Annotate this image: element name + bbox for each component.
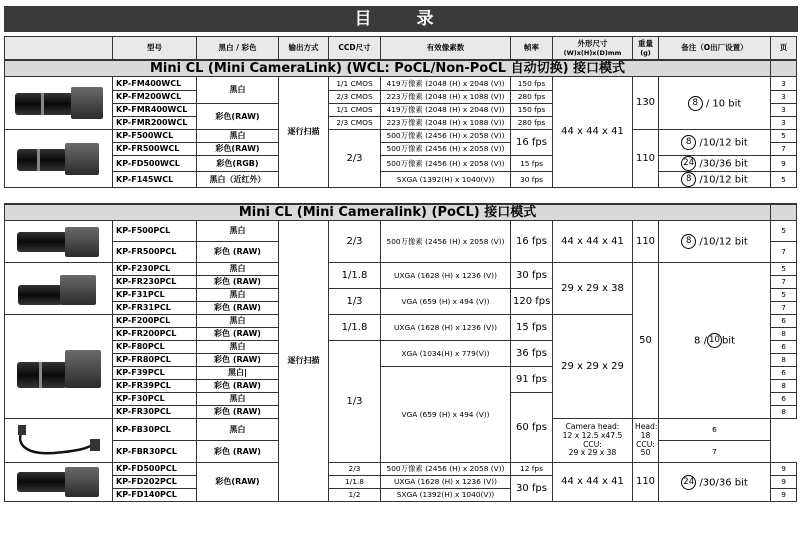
table-row: [5, 77, 797, 91]
table-header: [5, 37, 797, 61]
page-cell: 5: [771, 130, 797, 143]
header-ccd: CCD尺寸: [329, 37, 381, 61]
pixels-cell: SXGA (1392(H) x 1040(V)): [381, 489, 511, 502]
note-circle: 24: [681, 475, 696, 490]
color-cell: 彩色 (RAW): [197, 242, 279, 263]
notes-cell: [659, 263, 771, 419]
pixels-cell: 419万像素 (2048 (H) x 2048 (V)): [381, 104, 511, 117]
header-weight: [633, 37, 659, 61]
ccd-cell: 2/3: [329, 130, 381, 188]
page-cell: 7: [771, 242, 797, 263]
ccd-cell: 2/3 CMOS: [329, 117, 381, 130]
camera-image-f230: [5, 263, 113, 315]
section1-title-page: [771, 60, 797, 77]
note-pre: 8 /: [694, 335, 707, 347]
note-rest: / 10 bit: [705, 98, 742, 109]
fps-cell: 150 fps: [511, 77, 553, 91]
camera-icon: [11, 222, 107, 262]
page-cell: 8: [771, 380, 797, 393]
page-cell: 9: [771, 476, 797, 489]
notes-cell: [659, 221, 771, 263]
weight-line: Head:: [635, 422, 658, 432]
fps-cell: 15 fps: [511, 156, 553, 172]
page-cell: 3: [771, 117, 797, 130]
camera-image-f500pcl: [5, 221, 113, 263]
page-cell: 9: [771, 489, 797, 502]
weight-line: 18: [640, 430, 651, 440]
color-cell: 黑白|: [197, 367, 279, 380]
model-cell: KP-F145WCL: [113, 172, 197, 188]
fps-cell: 91 fps: [511, 367, 553, 393]
section2-title-page: [771, 204, 797, 221]
weight-cell: 110: [633, 221, 659, 263]
color-cell: 彩色 (RAW): [197, 441, 279, 463]
ccd-cell: 1/1 CMOS: [329, 77, 381, 91]
model-cell: KP-FR500PCL: [113, 242, 197, 263]
notes-cell: [659, 130, 771, 156]
dims-line: CCU:: [583, 439, 602, 449]
fps-cell: 280 fps: [511, 91, 553, 104]
color-cell: 彩色(RAW): [197, 104, 279, 130]
note-rest: /30/36 bit: [699, 477, 748, 488]
model-cell: KP-FMR400WCL: [113, 104, 197, 117]
weight-line: 50: [640, 448, 651, 458]
fps-cell: 120 fps: [511, 289, 553, 315]
pixels-cell: 500万像素 (2456 (H) x 2058 (V)): [381, 221, 511, 263]
camera-image-f200: [5, 315, 113, 419]
ccd-cell: 1/2: [329, 489, 381, 502]
section-title-row: [5, 204, 797, 221]
fps-cell: 36 fps: [511, 341, 553, 367]
ccd-cell: 1/1 CMOS: [329, 104, 381, 117]
model-cell: KP-FR31PCL: [113, 302, 197, 315]
model-cell: KP-FMR200WCL: [113, 117, 197, 130]
camera-icon: [11, 463, 107, 501]
fps-cell: 30 fps: [511, 476, 553, 502]
note-rest: /30/36 bit: [699, 158, 748, 170]
model-cell: KP-FM400WCL: [113, 77, 197, 91]
header-pixels: 有效像素数: [381, 37, 511, 61]
note-circle: 8: [688, 96, 703, 111]
fps-cell: 16 fps: [511, 221, 553, 263]
pixels-cell: 500万像素 (2456 (H) x 2058 (V)): [381, 156, 511, 172]
section2-title: Mini CL (Mini Cameralink) (PoCL) 接口模式: [5, 204, 771, 221]
color-cell: 彩色 (RAW): [197, 328, 279, 341]
page-title: 目 录: [4, 6, 798, 32]
header-image: [5, 37, 113, 61]
dims-cell: 29 x 29 x 38: [553, 263, 633, 315]
header-notes: 备注（O出厂设置）: [659, 37, 771, 61]
note-rest: /10/12 bit: [699, 236, 748, 248]
page-cell: 5: [771, 172, 797, 188]
color-cell: 彩色(RAW): [197, 143, 279, 156]
fps-cell: 16 fps: [511, 130, 553, 156]
pixels-cell: 223万像素 (2048 (H) x 1088 (V)): [381, 117, 511, 130]
model-cell: KP-F80PCL: [113, 341, 197, 354]
header-fps: 帧率: [511, 37, 553, 61]
dims-cell: 44 x 44 x 41: [553, 77, 633, 188]
page-cell: 6: [659, 419, 771, 441]
page-cell: 7: [771, 302, 797, 315]
section1-title: Mini CL (Mini CameraLink) (WCL: PoCL/Non-PoCL 自动切换) 接口模式: [5, 60, 771, 77]
model-cell: KP-FR80PCL: [113, 354, 197, 367]
header-weight-label: 重量: [638, 39, 653, 48]
note-circle: 8: [681, 135, 696, 150]
weight-cell: 110: [633, 130, 659, 188]
header-scan: 输出方式: [279, 37, 329, 61]
camera-image-f500: [5, 130, 113, 188]
dims-cell: 44 x 44 x 41: [553, 463, 633, 502]
camera-image-fb30: [5, 419, 113, 463]
model-cell: KP-FR500WCL: [113, 143, 197, 156]
pixels-cell: 500万像素 (2456 (H) x 2058 (V)): [381, 463, 511, 476]
model-cell: KP-FBR30PCL: [113, 441, 197, 463]
model-cell: KP-FD500PCL: [113, 463, 197, 476]
model-cell: KP-F31PCL: [113, 289, 197, 302]
camera-cable-icon: [14, 421, 104, 461]
pixels-cell: 223万像素 (2048 (H) x 1088 (V)): [381, 91, 511, 104]
header-dims-unit: (W)x(H)x(D)mm: [563, 48, 622, 57]
camera-icon: [11, 137, 107, 181]
page-cell: 7: [659, 441, 771, 463]
table-row: [5, 463, 797, 476]
ccd-cell: 2/3 CMOS: [329, 91, 381, 104]
color-cell: 彩色(RGB): [197, 156, 279, 172]
page-cell: 3: [771, 104, 797, 117]
ccd-cell: 2/3: [329, 463, 381, 476]
table-row: [5, 156, 797, 172]
color-cell: 彩色 (RAW): [197, 302, 279, 315]
dims-cell: 44 x 44 x 41: [553, 221, 633, 263]
weight-cell: 110: [633, 463, 659, 502]
model-cell: KP-FR39PCL: [113, 380, 197, 393]
fps-cell: 30 fps: [511, 263, 553, 289]
note-rest: /10/12 bit: [699, 174, 748, 186]
page-cell: 5: [771, 289, 797, 302]
weight-cell: 130: [633, 77, 659, 130]
model-cell: KP-FM200WCL: [113, 91, 197, 104]
pixels-cell: VGA (659 (H) x 494 (V)): [381, 289, 511, 315]
model-cell: KP-F200PCL: [113, 315, 197, 328]
section-title-row: [5, 60, 797, 77]
weight-cell: 50: [633, 263, 659, 419]
weight-cell: [633, 419, 659, 463]
model-cell: KP-FR200PCL: [113, 328, 197, 341]
page-cell: 5: [771, 263, 797, 276]
pixels-cell: UXGA (1628 (H) x 1236 (V)): [381, 263, 511, 289]
camera-icon: [14, 265, 104, 313]
page-cell: 7: [771, 276, 797, 289]
model-cell: KP-FD500WCL: [113, 156, 197, 172]
dims-line: Camera head:: [565, 422, 620, 432]
camera-image-fm: [5, 77, 113, 130]
model-cell: KP-FD202PCL: [113, 476, 197, 489]
color-cell: 彩色 (RAW): [197, 276, 279, 289]
color-cell: 彩色 (RAW): [197, 354, 279, 367]
page-cell: 5: [771, 221, 797, 242]
pixels-cell: SXGA (1392(H) x 1040(V)): [381, 172, 511, 188]
note-circle: 10: [707, 333, 722, 348]
dims-cell: 29 x 29 x 29: [553, 315, 633, 419]
table-row: [5, 221, 797, 242]
fps-cell: 12 fps: [511, 463, 553, 476]
color-cell: 彩色(RAW): [197, 463, 279, 502]
dims-line: 12 x 12.5 x47.5: [562, 430, 623, 440]
dims-cell: [553, 419, 633, 463]
page-cell: 6: [771, 315, 797, 328]
page-cell: 8: [771, 406, 797, 419]
model-cell: KP-FB30PCL: [113, 419, 197, 441]
fps-cell: 280 fps: [511, 117, 553, 130]
pixels-cell: UXGA (1628 (H) x 1236 (V)): [381, 476, 511, 489]
notes-cell: [659, 156, 771, 172]
camera-icon: [11, 332, 107, 402]
model-cell: KP-FR30PCL: [113, 406, 197, 419]
model-cell: KP-F230PCL: [113, 263, 197, 276]
pixels-cell: UXGA (1628 (H) x 1236 (V)): [381, 315, 511, 341]
ccd-cell: 1/1.8: [329, 263, 381, 289]
fps-cell: 150 fps: [511, 104, 553, 117]
catalog-table-wcl: [4, 36, 797, 188]
header-dims: [553, 37, 633, 61]
ccd-cell: 1/3: [329, 289, 381, 315]
pixels-cell: 500万像素 (2456 (H) x 2058 (V)): [381, 130, 511, 143]
model-cell: KP-F30PCL: [113, 393, 197, 406]
page-cell: 7: [771, 143, 797, 156]
note-rest: bit: [721, 335, 735, 347]
fps-cell: 30 fps: [511, 172, 553, 188]
ccd-cell: 2/3: [329, 221, 381, 263]
model-cell: KP-F500PCL: [113, 221, 197, 242]
ccd-cell: 1/1.8: [329, 476, 381, 489]
page-cell: 6: [771, 367, 797, 380]
ccd-cell: 1/1.8: [329, 315, 381, 341]
model-cell: KP-FR230PCL: [113, 276, 197, 289]
table-row: [5, 172, 797, 188]
color-cell: 黑白: [197, 221, 279, 242]
camera-image-fd500: [5, 463, 113, 502]
header-page: 页: [771, 37, 797, 61]
table-row: [5, 130, 797, 143]
page-cell: 6: [771, 341, 797, 354]
notes-cell: [659, 77, 771, 130]
page-cell: 9: [771, 463, 797, 476]
color-cell: 黑白（近红外）: [197, 172, 279, 188]
pixels-cell: 500万像素 (2456 (H) x 2058 (V)): [381, 143, 511, 156]
page-cell: 9: [771, 156, 797, 172]
page-cell: 3: [771, 91, 797, 104]
header-weight-unit: (g): [640, 48, 651, 57]
pixels-cell: 419万像素 (2048 (H) x 2048 (V)): [381, 77, 511, 91]
note-circle: 24: [681, 156, 696, 171]
page-cell: 8: [771, 328, 797, 341]
note-circle: 8: [681, 172, 696, 187]
color-cell: 黑白: [197, 289, 279, 302]
header-color: 黑白 / 彩色: [197, 37, 279, 61]
model-cell: KP-FD140PCL: [113, 489, 197, 502]
notes-cell: [659, 172, 771, 188]
note-rest: /10/12 bit: [699, 137, 748, 149]
scan-cell: 逐行扫描: [279, 77, 329, 188]
scan-cell: 逐行扫描: [279, 221, 329, 502]
header-model: 型号: [113, 37, 197, 61]
header-dims-label: 外形尺寸: [577, 39, 608, 48]
color-cell: 彩色 (RAW): [197, 380, 279, 393]
model-cell: KP-F39PCL: [113, 367, 197, 380]
color-cell: 黑白: [197, 77, 279, 104]
color-cell: 黑白: [197, 419, 279, 441]
fps-cell: 60 fps: [511, 393, 553, 463]
color-cell: 黑白: [197, 393, 279, 406]
color-cell: 黑白: [197, 130, 279, 143]
page-cell: 6: [771, 393, 797, 406]
ccd-cell: 1/3: [329, 341, 381, 463]
page-cell: 8: [771, 354, 797, 367]
catalog-table-pocl: [4, 203, 797, 502]
color-cell: 黑白: [197, 315, 279, 328]
model-cell: KP-F500WCL: [113, 130, 197, 143]
pixels-cell: VGA (659 (H) x 494 (V)): [381, 367, 511, 463]
notes-cell: [659, 463, 771, 502]
color-cell: 黑白: [197, 341, 279, 354]
color-cell: 黑白: [197, 263, 279, 276]
camera-icon: [11, 81, 107, 125]
dims-line: 29 x 29 x 38: [568, 448, 617, 458]
pixels-cell: XGA (1034(H) x 779(V)): [381, 341, 511, 367]
weight-line: CCU:: [636, 439, 655, 449]
note-circle: 8: [681, 234, 696, 249]
table-row: [5, 263, 797, 276]
page-cell: 3: [771, 77, 797, 91]
color-cell: 彩色 (RAW): [197, 406, 279, 419]
fps-cell: 15 fps: [511, 315, 553, 341]
